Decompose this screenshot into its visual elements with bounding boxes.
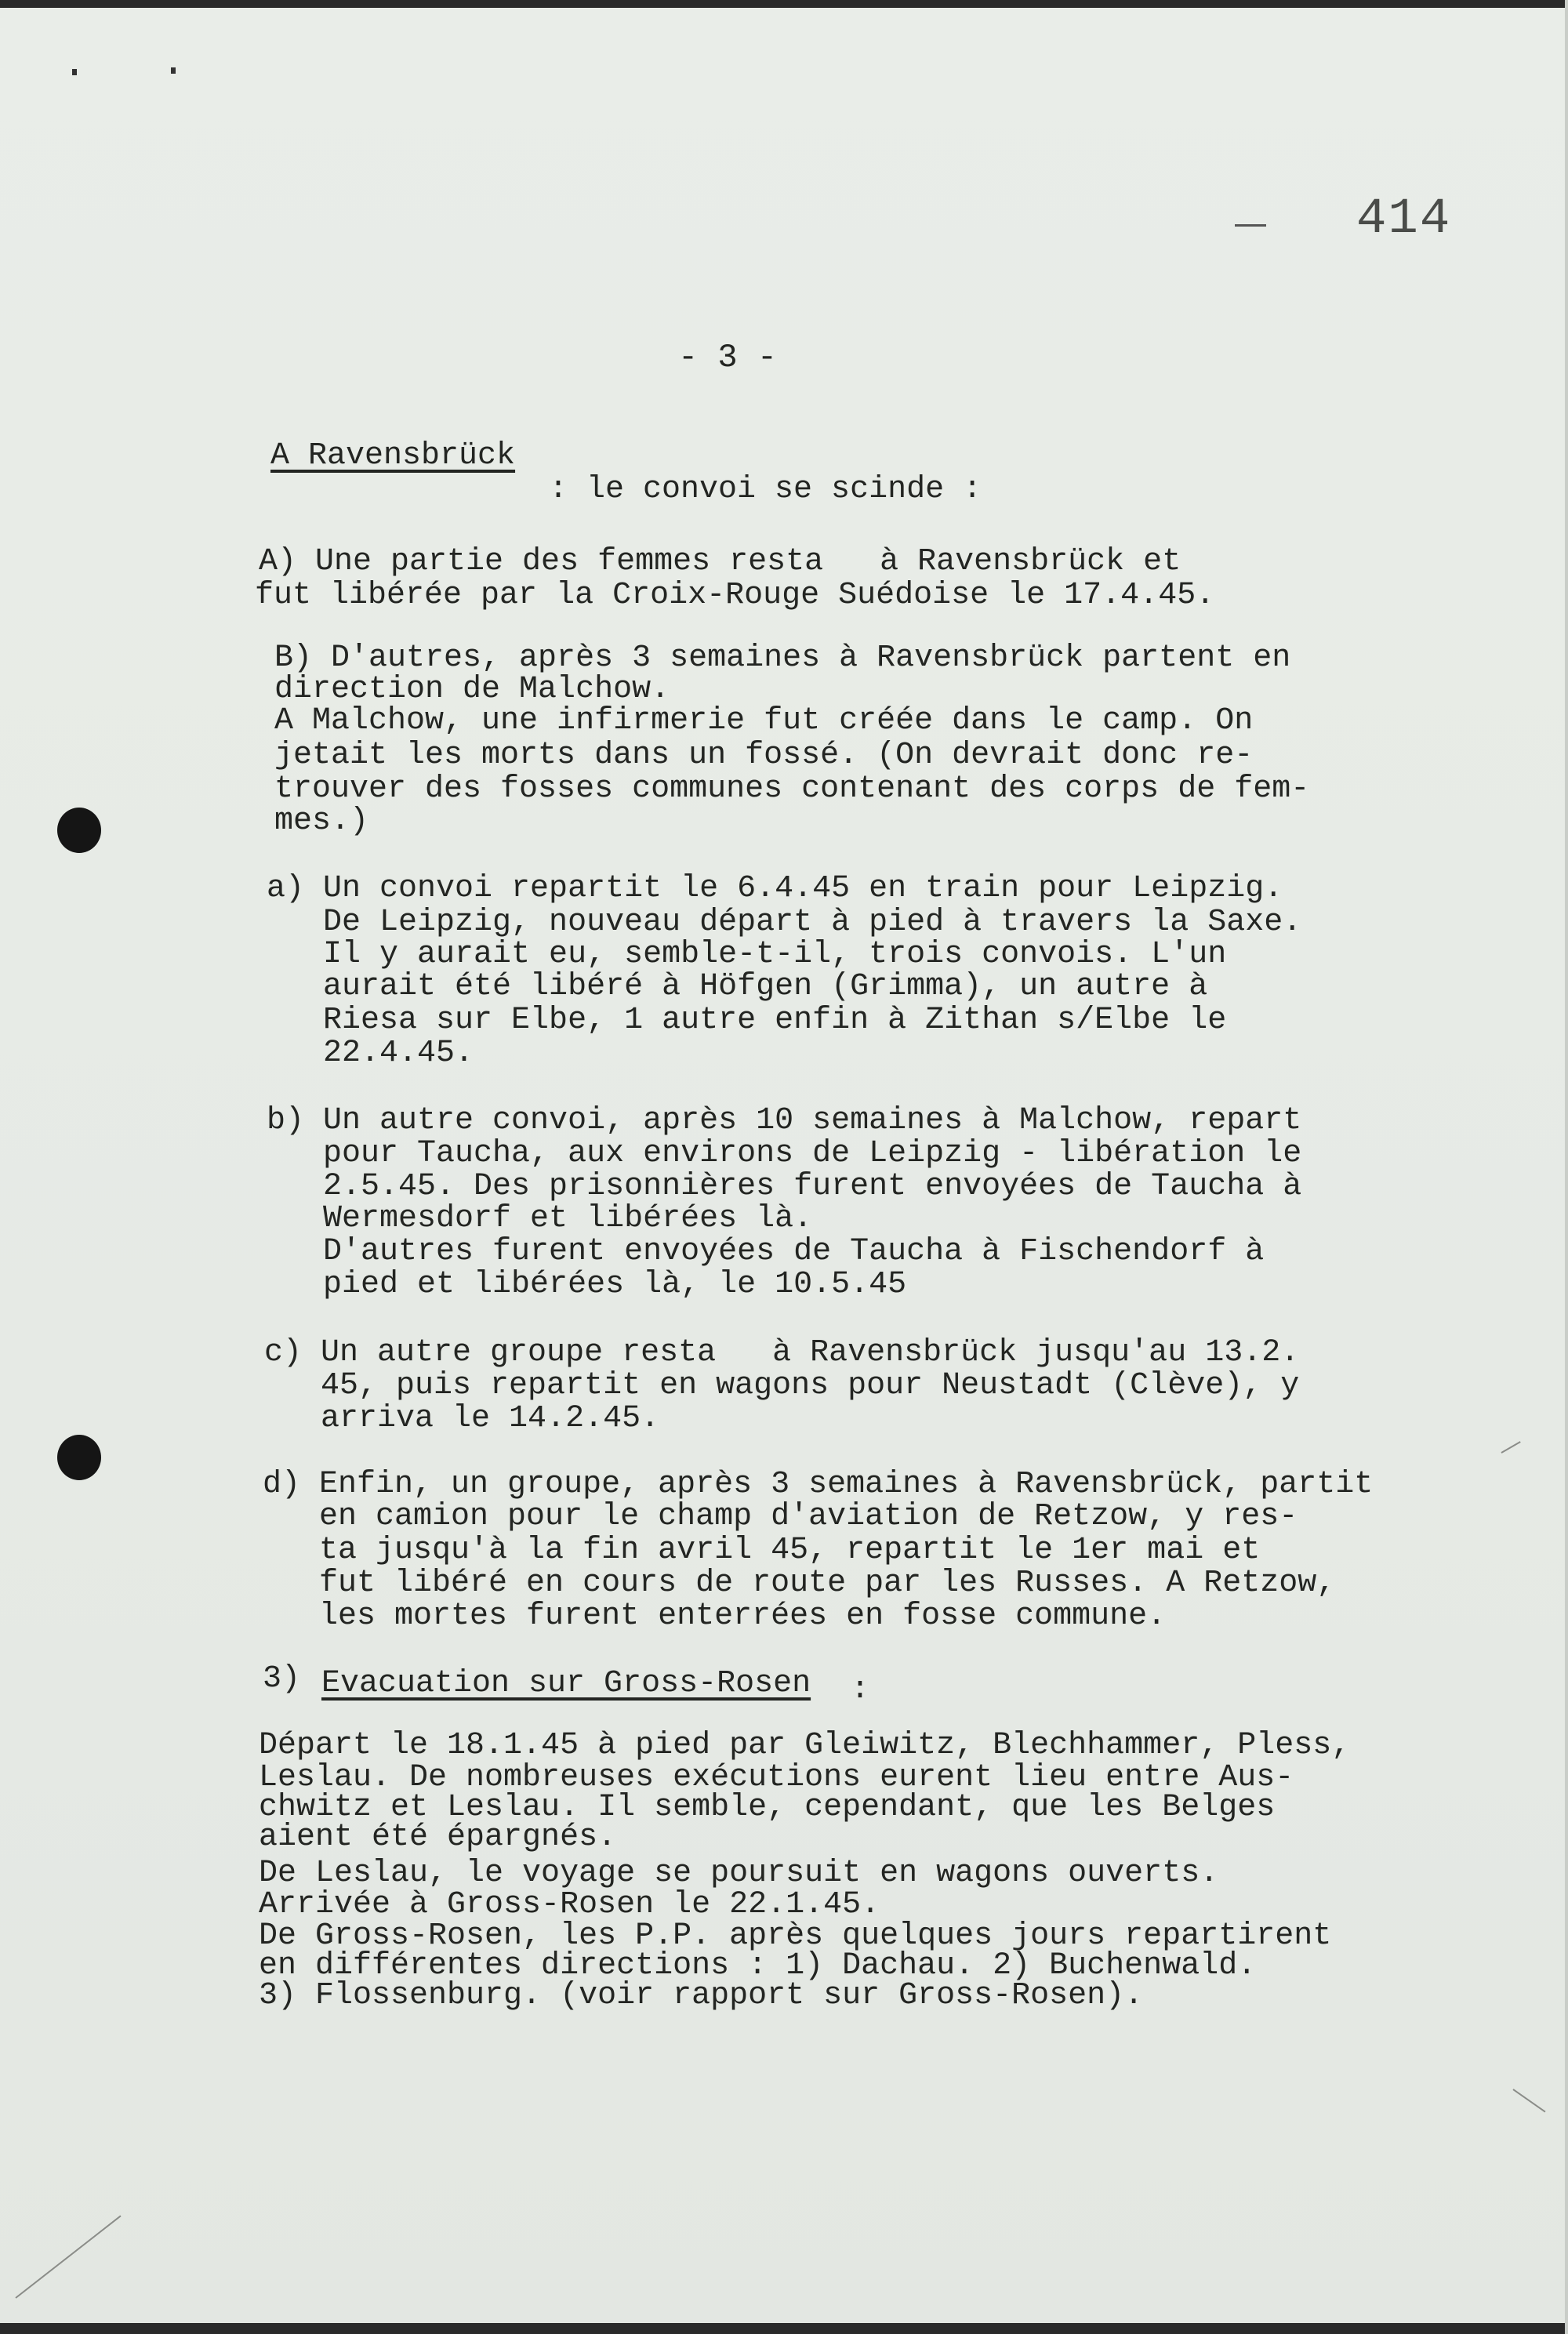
gross-rosen-line-5: De Leslau, le voyage se poursuit en wagons ouverts. bbox=[259, 1856, 1219, 1891]
gross-rosen-line-7: De Gross-Rosen, les P.P. après quelques jours repartirent bbox=[259, 1918, 1332, 1954]
gross-rosen-line-1: Départ le 18.1.45 à pied par Gleiwitz, Blechhammer, Pless, bbox=[259, 1728, 1351, 1763]
folio-mark bbox=[1235, 224, 1266, 227]
para-b-line-5: D'autres furent envoyées de Taucha à Fischendorf à bbox=[267, 1234, 1265, 1269]
para-B-line-1: B) D'autres, après 3 semaines à Ravensbrück partent en bbox=[274, 641, 1291, 676]
section-heading-colon: : bbox=[851, 1672, 870, 1708]
para-b-line-1: b) Un autre convoi, après 10 semaines à Malchow, repart bbox=[267, 1103, 1302, 1138]
punch-hole-upper bbox=[57, 808, 101, 853]
page-number: - 3 - bbox=[678, 339, 778, 376]
section-heading-gross-rosen: Evacuation sur Gross-Rosen bbox=[321, 1666, 811, 1701]
para-d-line-5: les mortes furent enterrées en fosse commune. bbox=[263, 1599, 1167, 1634]
para-c-line-3: arriva le 14.2.45. bbox=[264, 1401, 660, 1436]
scan-speck bbox=[72, 69, 77, 75]
para-a-line-5: Riesa sur Elbe, 1 autre enfin à Zithan s/Elbe le bbox=[267, 1003, 1227, 1038]
margin-scratch bbox=[1512, 2089, 1545, 2112]
para-A-line-1: A) Une partie des femmes resta à Ravensbrück et bbox=[259, 544, 1181, 579]
para-a-line-1: a) Un convoi repartit le 6.4.45 en train pour Leipzig. bbox=[267, 871, 1283, 906]
para-b-line-6: pied et libérées là, le 10.5.45 bbox=[267, 1267, 907, 1302]
para-d-line-3: ta jusqu'à la fin avril 45, repartit le 1er mai et bbox=[263, 1533, 1261, 1568]
para-A-line-2: fut libérée par la Croix-Rouge Suédoise le 17.4.45. bbox=[255, 578, 1215, 613]
para-B-line-2: direction de Malchow. bbox=[274, 672, 670, 707]
gross-rosen-line-9: 3) Flossenburg. (voir rapport sur Gross-Rosen). bbox=[259, 1978, 1144, 2013]
punch-hole-lower bbox=[57, 1435, 101, 1480]
para-b-line-3: 2.5.45. Des prisonnières furent envoyées de Taucha à bbox=[267, 1169, 1302, 1204]
scan-bottom-edge bbox=[0, 2323, 1568, 2334]
para-d-line-2: en camion pour le champ d'aviation de Retzow, y res- bbox=[263, 1499, 1298, 1534]
para-b-line-4: Wermesdorf et libérées là. bbox=[267, 1201, 813, 1236]
para-d-line-4: fut libéré en cours de route par les Russes. A Retzow, bbox=[263, 1566, 1336, 1601]
scan-right-edge bbox=[1565, 0, 1568, 2334]
gross-rosen-line-3: chwitz et Leslau. Il semble, cependant, que les Belges bbox=[259, 1790, 1276, 1825]
para-B-line-6: mes.) bbox=[274, 804, 369, 839]
para-B-line-4: jetait les morts dans un fossé. (On devrait donc re- bbox=[274, 738, 1254, 773]
para-a-line-3: Il y aurait eu, semble-t-il, trois convois. L'un bbox=[267, 937, 1227, 972]
section-subheading: : le convoi se scinde : bbox=[549, 472, 982, 507]
para-b-line-2: pour Taucha, aux environs de Leipzig - libération le bbox=[267, 1136, 1302, 1171]
para-a-line-6: 22.4.45. bbox=[267, 1036, 474, 1071]
para-B-line-5: trouver des fosses communes contenant des corps de fem- bbox=[274, 771, 1310, 807]
section-number: 3) bbox=[263, 1661, 301, 1697]
para-c-line-1: c) Un autre groupe resta à Ravensbrück jusqu'au 13.2. bbox=[264, 1335, 1300, 1370]
para-c-line-2: 45, puis repartit en wagons pour Neustadt (Clève), y bbox=[264, 1368, 1300, 1403]
scan-top-edge bbox=[0, 0, 1568, 8]
para-a-line-4: aurait été libéré à Höfgen (Grimma), un autre à bbox=[267, 969, 1208, 1004]
para-d-line-1: d) Enfin, un groupe, après 3 semaines à Ravensbrück, partit bbox=[263, 1467, 1374, 1502]
gross-rosen-line-4: aient été épargnés. bbox=[259, 1820, 617, 1855]
para-B-line-3: A Malchow, une infirmerie fut créée dans le camp. On bbox=[274, 703, 1254, 739]
gross-rosen-line-8: en différentes directions : 1) Dachau. 2) Buchenwald. bbox=[259, 1948, 1257, 1984]
gross-rosen-line-2: Leslau. De nombreuses exécutions eurent lieu entre Aus- bbox=[259, 1760, 1294, 1795]
gross-rosen-line-6: Arrivée à Gross-Rosen le 22.1.45. bbox=[259, 1887, 880, 1922]
para-a-line-2: De Leipzig, nouveau départ à pied à travers la Saxe. bbox=[267, 905, 1302, 940]
scan-speck bbox=[171, 67, 176, 74]
folio-number: 414 bbox=[1356, 191, 1452, 248]
section-heading-ravensbruck: A Ravensbrück bbox=[270, 438, 516, 474]
margin-scratch bbox=[1501, 1441, 1521, 1454]
margin-scratch bbox=[15, 2216, 121, 2299]
